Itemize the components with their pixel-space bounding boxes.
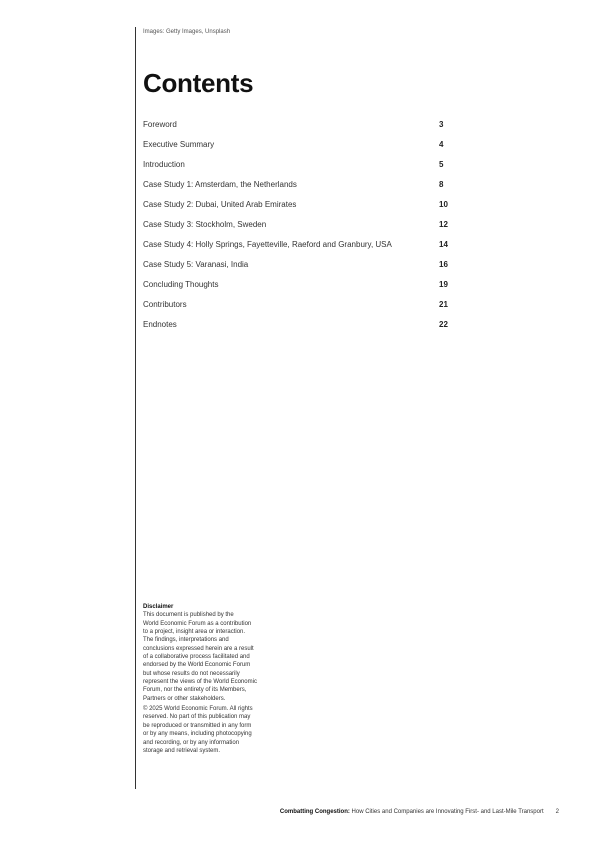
toc-entry-page-number[interactable]: 21 (439, 300, 448, 309)
disclaimer-line: or by any means, including photocopying (143, 731, 252, 738)
page-footer (280, 808, 559, 816)
toc-entry-label[interactable]: Case Study 4: Holly Springs, Fayetteville, Raeford and Granbury, USA (143, 240, 392, 249)
table-of-contents (143, 119, 453, 339)
toc-entry[interactable] (143, 179, 453, 199)
toc-entry-page-number[interactable]: 12 (439, 220, 448, 229)
toc-entry-label[interactable]: Concluding Thoughts (143, 280, 219, 289)
toc-entry[interactable] (143, 159, 453, 179)
toc-entry[interactable] (143, 319, 453, 339)
disclaimer-line: Partners or other stakeholders. (143, 695, 226, 702)
toc-entry-page-number[interactable]: 19 (439, 280, 448, 289)
disclaimer-line: This document is published by the (143, 612, 234, 619)
disclaimer-line: conclusions expressed herein are a result (143, 645, 254, 652)
page-title: Contents (143, 68, 254, 98)
toc-entry[interactable] (143, 279, 453, 299)
disclaimer-line: to a project, insight area or interaction. (143, 629, 246, 636)
disclaimer-line: but whose results do not necessarily (143, 670, 240, 677)
toc-entry-page-number[interactable]: 10 (439, 200, 448, 209)
toc-entry-label[interactable]: Executive Summary (143, 140, 215, 149)
toc-entry-label[interactable]: Case Study 1: Amsterdam, the Netherlands (143, 180, 297, 189)
left-margin-rule (135, 27, 136, 789)
disclaimer-heading: Disclaimer (143, 604, 174, 610)
disclaimer-line: be reproduced or transmitted in any form (143, 722, 252, 729)
disclaimer (143, 603, 293, 755)
footer-title-bold: Combatting Congestion: (279, 809, 350, 815)
disclaimer-paragraph (143, 611, 293, 703)
footer-title-rest: How Cities and Companies are Innovating First- and Last-Mile Transport (349, 809, 544, 815)
toc-entry[interactable] (143, 119, 453, 139)
toc-entry[interactable] (143, 259, 453, 279)
toc-entry[interactable] (143, 199, 453, 219)
toc-entry[interactable] (143, 299, 453, 319)
toc-entry-label[interactable]: Case Study 5: Varanasi, India (143, 260, 249, 269)
toc-entry-label[interactable]: Contributors (143, 300, 187, 309)
image-credit: Images: Getty Images, Unsplash (143, 29, 231, 35)
toc-entry-label[interactable]: Foreword (143, 120, 177, 129)
toc-entry-label[interactable]: Case Study 3: Stockholm, Sweden (143, 220, 267, 229)
toc-entry-page-number[interactable]: 4 (439, 140, 444, 149)
disclaimer-line: of a collaborative process facilitated and (143, 654, 250, 661)
copyright-paragraph (143, 705, 293, 755)
toc-entry-page-number[interactable]: 3 (439, 120, 444, 129)
disclaimer-line: Forum, nor the entirety of its Members, (143, 687, 247, 694)
toc-entry-page-number[interactable]: 22 (439, 320, 448, 329)
disclaimer-line: © 2025 World Economic Forum. All rights (143, 706, 253, 713)
toc-entry-page-number[interactable]: 5 (439, 160, 444, 169)
toc-entry[interactable] (143, 239, 453, 259)
toc-entry-label[interactable]: Introduction (143, 160, 185, 169)
toc-entry-label[interactable]: Case Study 2: Dubai, United Arab Emirates (143, 200, 297, 209)
disclaimer-line: The findings, interpretations and (143, 637, 229, 644)
toc-entry[interactable] (143, 139, 453, 159)
disclaimer-line: storage and retrieval system. (143, 747, 221, 754)
disclaimer-line: endorsed by the World Economic Forum (143, 662, 251, 669)
toc-entry-page-number[interactable]: 8 (439, 180, 444, 189)
toc-entry-label[interactable]: Endnotes (143, 320, 177, 329)
disclaimer-line: and recording, or by any information (143, 739, 240, 746)
toc-entry[interactable] (143, 219, 453, 239)
footer-page-number: 2 (555, 809, 559, 815)
disclaimer-line: represent the views of the World Economic (143, 679, 257, 686)
disclaimer-line: reserved. No part of this publication may (143, 714, 251, 721)
toc-entry-page-number[interactable]: 16 (439, 260, 448, 269)
disclaimer-line: World Economic Forum as a contribution (143, 620, 252, 627)
toc-entry-page-number[interactable]: 14 (439, 240, 448, 249)
